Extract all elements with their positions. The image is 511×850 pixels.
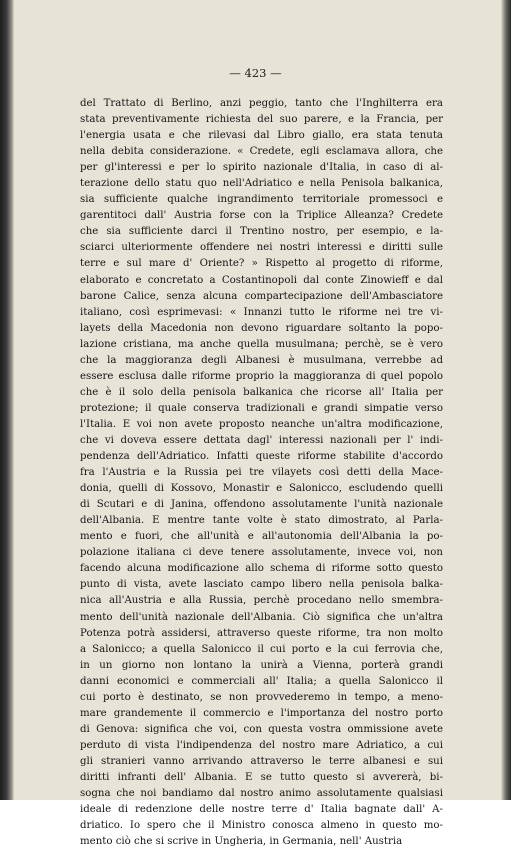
- text-line: terre e sul mare d' Oriente? » Rispetto al progetto di riforme,: [80, 258, 443, 270]
- body-text: [80, 96, 443, 850]
- text-line: del Trattato di Berlino, anzi peggio, tanto che l'Inghilterra era: [80, 98, 443, 109]
- text-line: terazione dello statu quo nell'Adriatico e nella Penisola balkanica,: [80, 178, 443, 190]
- text-line: ideale di redenzione delle nostre terre d' Italia bagnate dall' A-: [80, 804, 443, 816]
- text-line: barone Calice, senza alcuna compartecipazione dell'Ambasciatore: [80, 290, 443, 302]
- text-line: l'energia usata e che rilevasi dal Libro giallo, era stata tenuta: [80, 130, 443, 142]
- book-spine-shadow-left: [0, 0, 14, 800]
- text-line: cui porto è destinato, se non provvederemo in tempo, a meno-: [80, 691, 443, 703]
- text-line: punto di vista, avete lasciato campo libero nella penisola balka-: [80, 579, 443, 591]
- text-line: sia sufficiente qualche ingrandimento territoriale promessoci e: [80, 194, 443, 206]
- text-line: gli stranieri vanno arrivando attraverso le terre albanesi e sui: [80, 755, 443, 767]
- text-line: danni economici e commerciali all' Italia; a quella Salonicco il: [80, 675, 443, 687]
- text-line: in un giorno non lontano la unirà a Vienna, porterà grandi: [80, 659, 443, 671]
- text-line: mento e fuori, che all'unità e all'autonomia dell'Albania la po-: [80, 531, 443, 543]
- text-line: di Genova: significa che voi, con questa vostra ommissione avete: [80, 723, 443, 735]
- text-line: dell'Albania. E mentre tante volte è stato dimostrato, al Parla-: [80, 515, 443, 527]
- text-line: perduto di vista l'indipendenza del nostro mare Adriatico, a cui: [80, 739, 443, 751]
- text-line: fra l'Austria e la Russia pei tre vilayets così detti della Mace-: [80, 467, 443, 479]
- page-edge-shadow-right: [501, 0, 511, 800]
- text-line: layets della Macedonia non devono riguardare soltanto la popo-: [80, 322, 443, 334]
- text-line: garentitoci dall' Austria forse con la Triplice Alleanza? Credete: [80, 210, 443, 222]
- text-line: donia, quelli di Kossovo, Monastir e Salonicco, escludendo quelli: [80, 483, 443, 495]
- text-line: per gl'interessi e per lo spirito nazionale d'Italia, in caso di al-: [80, 162, 443, 174]
- text-line: polazione italiana ci deve tenere assolutamente, invece voi, non: [80, 547, 443, 559]
- text-line: essere esclusa dalle riforme proprio la maggioranza di quel popolo: [80, 370, 443, 382]
- text-line: che la maggioranza degli Albanesi è musulmana, verrebbe ad: [80, 354, 443, 366]
- text-line: italiano, così esprimevasi: « Innanzi tutto le riforme nei tre vi-: [80, 306, 443, 318]
- text-line: sogna che noi bandiamo dal nostro animo assolutamente qualsiasi: [80, 788, 443, 800]
- text-line: mento dell'unità nazionale dell'Albania. Ciò significa che un'altra: [80, 611, 443, 623]
- text-line: protezione; il quale conserva tradizionali e grandi simpatie verso: [80, 402, 443, 414]
- text-line: che vi doveva essere dettata dagl' interessi nazionali per l' indi-: [80, 434, 443, 446]
- text-line: che è il solo della penisola balkanica che ricorse all' Italia per: [80, 386, 443, 398]
- text-line: che sia sufficiente darci il Trentino nostro, per esempio, e la-: [80, 226, 443, 238]
- text-line: diritti infranti dell' Albania. E se tutto questo si avvererà, bi-: [80, 771, 443, 783]
- text-line: di Scutari e di Janina, offendono assolutamente l'unità nazionale: [80, 499, 443, 511]
- text-line: lazione cristiana, ma anche quella musulmana; perchè, se è vero: [80, 338, 443, 350]
- text-line: stata preventivamente richiesta del suo parere, e la Francia, per: [80, 114, 443, 126]
- text-line: elaborato e concretato a Costantinopoli dal conte Zinowieff e dal: [80, 274, 443, 286]
- text-line: mento ciò che si scrive in Ungheria, in Germania, nell' Austria: [80, 836, 403, 848]
- text-line: driatico. Io spero che il Ministro conosca almeno in questo mo-: [80, 820, 443, 832]
- text-line: sciarci ulteriormente offendere nei nostri interessi e diritti sulle: [80, 242, 443, 254]
- text-line: facendo alcuna modificazione allo schema di riforme sotto questo: [80, 563, 443, 575]
- text-line: l'Italia. E voi non avete proposto neanche un'altra modificazione,: [80, 418, 443, 430]
- page-number: — 423 —: [229, 66, 282, 80]
- text-line: nella debita considerazione. « Credete, egli esclamava allora, che: [80, 146, 443, 158]
- text-line: pendenza dell'Adriatico. Infatti queste riforme stabilite d'accordo: [80, 451, 443, 463]
- text-line: mare grandemente il commercio e l'importanza del nostro porto: [80, 707, 443, 719]
- text-line: a Salonicco; a quella Salonicco il cui porto e la cui ferrovia che,: [80, 643, 443, 655]
- text-line: nica all'Austria e alla Russia, perchè procedano nello smembra-: [80, 595, 443, 607]
- text-line: Potenza potrà assidersi, attraverso queste riforme, tra non molto: [80, 627, 443, 639]
